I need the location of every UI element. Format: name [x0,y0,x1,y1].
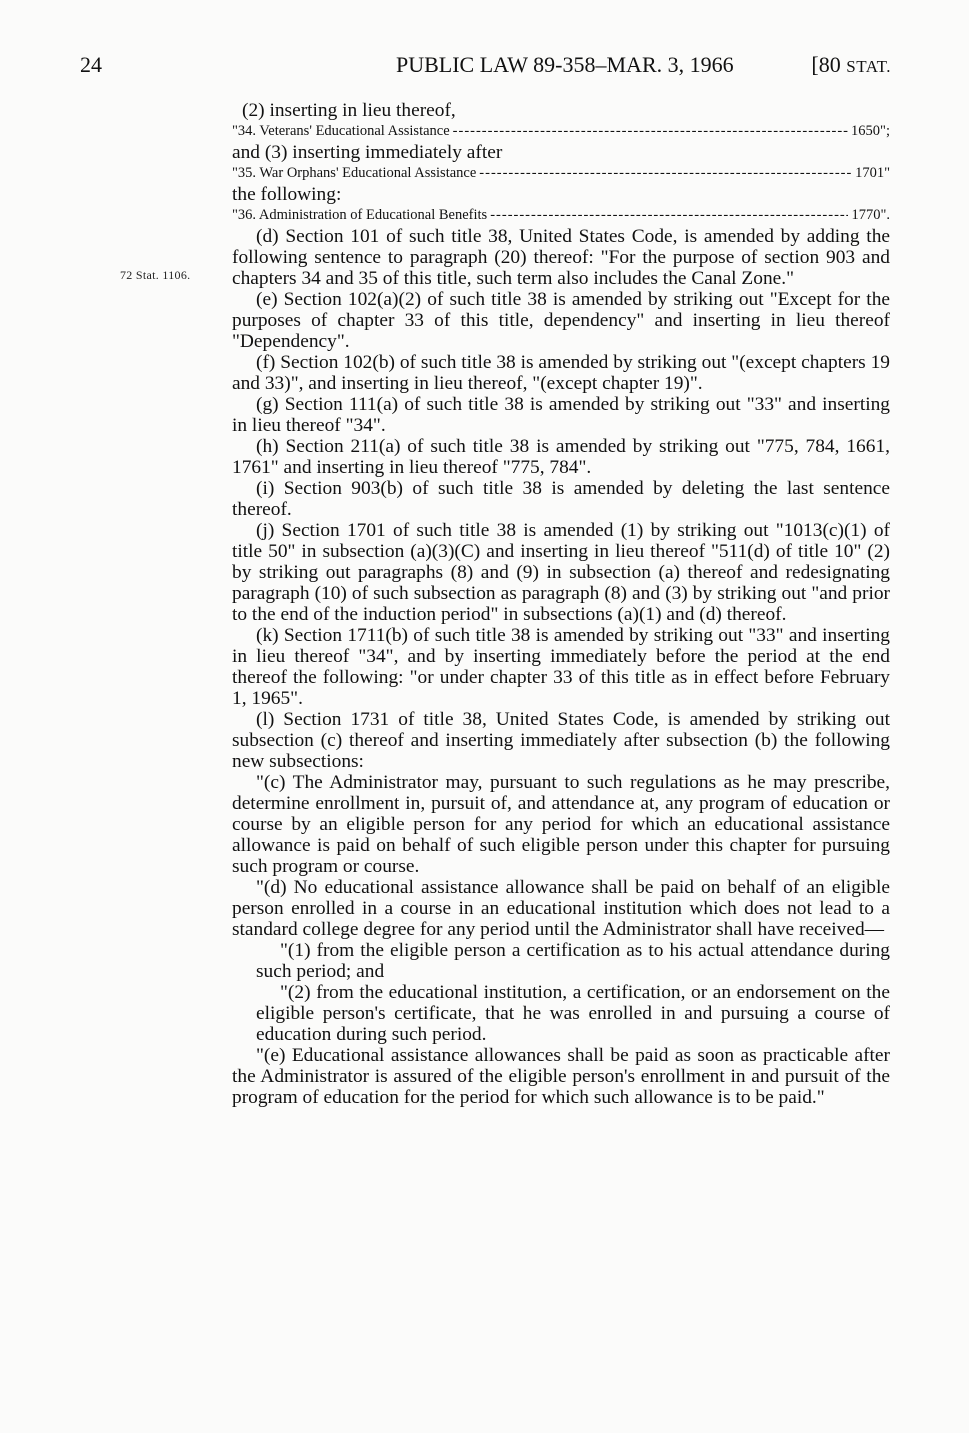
following-line: the following: [232,184,342,205]
toc-leader [490,205,848,226]
page-number: 24 [80,52,102,77]
statute-reference [811,52,891,78]
subsection-d: "(d) No educational assistance allowance shall be paid on behalf of an eligible person enrolled in a course in an educational institution which does not lead to a standard college degree for any period until the Administrator shall have received— [232,877,890,940]
paragraph-f: (f) Section 102(b) of such title 38 is amended by striking out "(except chapters 19 and 33)", and inserting in lieu thereof, "(except chapter 19)". [232,352,890,394]
paragraph-k: (k) Section 1711(b) of such title 38 is amended by striking out "33" and inserting in lieu thereof "34", and by inserting immediately before the period at the end thereof the following: "or under chapter 33 of this title as in effect before February 1, 1965". [232,625,890,709]
paragraph-i: (i) Section 903(b) of such title 38 is amended by deleting the last sentence thereof. [232,478,890,520]
statute-prefix: [80 [811,52,847,77]
subsection-e: "(e) Educational assistance allowances shall be paid as soon as practicable after the Administrator is assured of the eligible person's enrollment in and pursuit of the program of education for the period for which such allowance is to be paid." [232,1045,890,1108]
inserting-line: (2) inserting in lieu thereof, [242,100,456,121]
margin-note: 72 Stat. 1106. [120,268,191,282]
subsection-c: "(c) The Administrator may, pursuant to such regulations as he may prescribe, determine enrollment in, pursuit of, and attendance at, any program of education or course by an eligible person for any period for which an educational assistance allowance is paid on behalf of such eligible person under this chapter for pursuing such program or course. [232,772,890,877]
toc-leader [453,121,848,142]
subsection-d-1: "(1) from the eligible person a certification as to his actual attendance during such period; and [256,940,890,982]
toc-label: "36. Administration of Educational Benefits [232,207,488,223]
toc-number: 1770". [851,207,890,223]
inserting-after-line: and (3) inserting immediately after [232,142,503,163]
paragraph-e: (e) Section 102(a)(2) of such title 38 is amended by striking out "Except for the purposes of chapter 33 of this title, dependency" and inserting in lieu thereof "Dependency". [232,289,890,352]
page-header [0,52,969,84]
paragraph-g: (g) Section 111(a) of such title 38 is amended by striking out "33" and inserting in lieu thereof "34". [232,394,890,436]
subsection-d-2: "(2) from the educational institution, a certification, or an endorsement on the eligible person's certificate, that he was enrolled in and pursuing a course of education during such period. [256,982,890,1045]
document-body [232,100,890,1108]
paragraph-d: (d) Section 101 of such title 38, United States Code, is amended by adding the following sentence to paragraph (20) thereof: "For the purpose of section 903 and chapters 34 and 35 of this title, such term also includes the Canal Zone." [232,226,890,289]
paragraph-l: (l) Section 1731 of title 38, United States Code, is amended by striking out subsection (c) thereof and inserting immediately after subsection (b) the following new subsections: [232,709,890,772]
toc-label: "35. War Orphans' Educational Assistance [232,165,477,181]
paragraph-j: (j) Section 1701 of such title 38 is amended (1) by striking out "1013(c)(1) of title 50" in subsection (a)(3)(C) and inserting in lieu thereof "511(d) of title 10" (2) by striking out paragraphs (8) and (9) in subsection (a) thereof and redesignating paragraph (10) of such subsection as paragraph (8) and (3) by striking out "and prior to the end of the induction period" in subsections (a)(1) and (d) thereof. [232,520,890,625]
toc-number: 1650"; [851,123,890,139]
statute-smallcaps: STAT. [846,57,891,76]
toc-leader [479,163,852,184]
toc-entry-36 [232,205,890,226]
toc-entry-34 [232,121,890,142]
running-title: PUBLIC LAW 89-358–MAR. 3, 1966 [396,52,734,77]
toc-label: "34. Veterans' Educational Assistance [232,123,450,139]
toc-entry-35 [232,163,890,184]
paragraph-h: (h) Section 211(a) of such title 38 is amended by striking out "775, 784, 1661, 1761" and inserting in lieu thereof "775, 784". [232,436,890,478]
toc-number: 1701" [855,165,890,181]
